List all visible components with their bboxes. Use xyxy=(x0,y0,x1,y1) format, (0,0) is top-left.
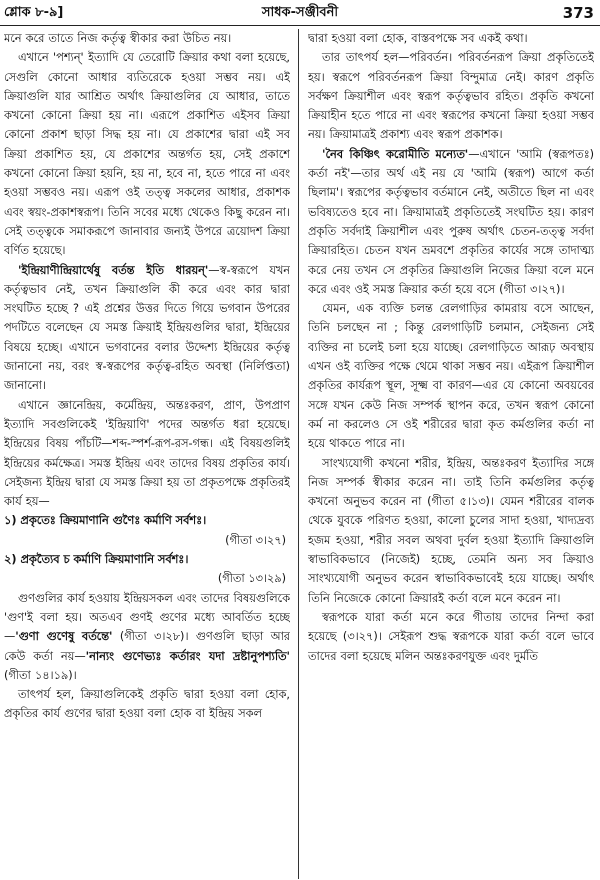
verse-reference xyxy=(4,550,290,589)
verse-reference xyxy=(4,511,290,550)
paragraph: স্বরূপকে যারা কর্তা মনে করে গীতায় তাদের নিন্দা করা হয়েছে (৩।২৭)। সেইরূপ শুদ্ধ স্বরূপকে যারা কর্তা বলে ভাবে তাদের বলা হয়েছে মলিন অন্তঃকরণযুক্ত এবং দুর্মতি xyxy=(308,610,594,663)
paragraph: এখানে 'পশ্যন্' ইত্যাদি যে তেরোটি ক্রিয়ার কথা বলা হয়েছে, সেগুলি কোনো আধার ব্যতিরেকে হওয়া সম্ভব নয়। এই ক্রিয়াগুলি যার আশ্রিত অর্থাৎ ক্রিয়াগুলির যে আধার, তাতে কখনো কোনো ক্রিয়া হয় না। এরূপে প্রকাশিত এইসব ক্রিয়া কোনো প্রকাশ ছাড়া সিদ্ধ হয় না। যে প্রকাশের দ্বারা এই সব ক্রিয়া প্রকাশিত হয়, যে প্রকাশের অন্তর্গত হয়, সেই প্রকাশে কখনো কোনো ক্রিয়া হয়নি, হয় না, হবে না, হতে পারে না এবং হওয়া সম্ভবও নয়। এরূপ ওই তত্ত্ব সকলের আধার, প্রকাশক এবং স্বয়ং-প্রকাশস্বরূপ। তিনি সবের মধ্যে থেকেও কিছু করেন না। সেই তত্ত্বকে সমাকরূপে জানাবার জন্যই উপরে ত্রয়োদশ ক্রিয়া বর্ণিত হয়েছে। xyxy=(4,51,290,258)
paragraph: মনে করে তাতে নিজ কর্তৃত্ব স্বীকার করা উচিত নয়। xyxy=(4,32,232,45)
text-columns xyxy=(4,29,596,879)
paragraph xyxy=(308,145,594,299)
paragraph xyxy=(4,589,290,685)
right-column xyxy=(308,29,594,879)
paragraph-text: —এখানে 'আমি (স্বরূপতঃ) কর্তা নই'—তার অর্থ এই নয় যে 'আমি (স্বরূপ) আগে কর্তা ছিলাম'। স্বরূপের কর্তৃত্বভাব বর্তমানে নেই, অতীতে ছিল না এবং ভবিষ্যতেও হবে না। ক্রিয়ামাত্রই প্রকৃতিতেই সংঘটিত হয়। কারণ প্রকৃতি সর্বদাই ক্রিয়াশীল এবং পুরুষ অর্থাৎ চেতন-তত্ত্ব সর্বদা ক্রিয়ারহিত। চেতন যখন ভ্রমবশে প্রকৃতির কার্যের সঙ্গে তাদাত্ম্য করে নেয় তখন সে প্রকৃতির ক্রিয়াগুলি নিজের ক্রিয়া বলে মনে করে এবং ওই সমস্ত ক্রিয়ার কর্তা হয়ে বসে (গীতা ৩।২৭)। xyxy=(308,147,594,296)
paragraph: এখানে জ্ঞানেন্দ্রিয়, কর্মেন্দ্রিয়, অন্তঃকরণ, প্রাণ, উপপ্রাণ ইত্যাদি সবগুলিকেই 'ইন্দ্রিয়াণি' পদের অন্তর্গত ধরা হয়েছে। ইন্দ্রিয়ের বিষয় পাঁচটি—শব্দ-স্পর্শ-রূপ-রস-গন্ধ। এই বিষয়গুলিই ইন্দ্রিয়ের কর্মক্ষেত্র। সমস্ত ইন্দ্রিয় এবং তাদের বিষয় প্রকৃতির কার্য। সেইজন্য ইন্দ্রিয় দ্বারা যে সমস্ত ক্রিয়া হয় তা প্রকৃতপক্ষে প্রকৃতিরই কার্য হয়— xyxy=(4,398,290,509)
column-divider xyxy=(298,29,299,879)
page-number: 373 xyxy=(562,4,594,22)
paragraph: যেমন, এক ব্যক্তি চলন্ত রেলগাড়ির কামরায় বসে আছেন, তিনি চলছেন না ; কিন্তু রেলগাড়িটি চলমান, সেইজন্য সেই ব্যক্তির না চলেই চলা হয়ে যাচ্ছে। রেলগাড়িতে আরূঢ় অবস্থায় এখন ওই ব্যক্তির পক্ষে থেমে থাকা সম্ভব নয়। এইরূপ ক্রিয়াশীল প্রকৃতির কার্যরূপ স্থূল, সূক্ষ্ম বা কারণ—এর যে কোনো অবয়বের সঙ্গে যখন কেউ নিজ সম্পর্ক স্থাপন করে, তখন স্বরূপ কোনো কর্ম না করলেও সে ওই শরীরের দ্বারা কৃত কর্মগুলির কর্তা না হয়ে থাকতে পারে না। xyxy=(308,302,594,451)
paragraph-text: —স্ব-স্বরূপে যখন কর্তৃত্বভাব নেই, তখন ক্রিয়াগুলি কী করে এবং কার দ্বারা সংঘটিত হচ্ছে ? এই প্রশ্নের উত্তর দিতে গিয়ে ভগবান উপরের পদটিতে বলেছেন যে সমস্ত ক্রিয়াই ইন্দ্রিয়গুলির দ্বারা, ইন্দ্রিয়ের বিষয়ে হচ্ছে। এখানে ভগবানের বলার উদ্দেশ্য ইন্দ্রিয়ের কর্তৃত্ব জানানো নয়, বরং স্ব-স্বরূপের কর্তৃত্ব-রহিত অবস্থা (নির্লিপ্ততা) জানানো। xyxy=(4,263,290,393)
quoted-verse: 'নান্যং গুণেভ্যঃ কর্তারং যদা দ্রষ্টানুপশ্যতি' xyxy=(85,649,290,663)
verse-citation: (গীতা ৩।২৭) xyxy=(225,533,286,547)
running-title: সাধক-সঞ্জীবনী xyxy=(261,5,339,20)
verse-line: ১) প্রকৃতেঃ ক্রিয়মাণানি গুণৈঃ কর্মাণি সর্বশঃ। xyxy=(4,514,207,528)
quoted-verse: 'গুণা গুণেষু বর্তন্তে' xyxy=(15,630,113,644)
paragraph: তার তাৎপর্য হল—পরিবর্তন। পরিবর্তনরূপ ক্রিয়া প্রকৃতিতেই হয়। স্বরূপে পরিবর্তনরূপ ক্রিয়া বিন্দুমাত্র নেই। কারণ প্রকৃতি সর্বক্ষণ ক্রিয়াশীল এবং স্বরূপ কর্তৃত্বভাব রহিত। প্রকৃতি কখনো ক্রিয়াহীন হতে পারে না এবং স্বরূপের কখনো ক্রিয়া হওয়া সম্ভব নয়। ক্রিয়ামাত্রই প্রকাশ্য এবং স্বরূপ প্রকাশক। xyxy=(308,51,594,142)
paragraph xyxy=(4,261,290,396)
paragraph-text: গুণগুলির কার্য হওয়ায় ইন্দ্রিয়সকল এবং তাদের বিষয়গুলিকে 'গুণ'ই বলা হয়। অতএব গুণই গুণের মধ্যে আবর্তিত হচ্ছে— xyxy=(4,591,290,644)
page-header xyxy=(0,0,600,26)
verse-citation: (গীতা ১৩।২৯) xyxy=(217,572,286,586)
paragraph: তাৎপর্য হল, ক্রিয়াগুলিকেই প্রকৃতি দ্বারা হওয়া বলা হোক, প্রকৃতির কার্য গুণের দ্বারা হওয়া বলা হোক বা ইন্দ্রিয় সকল xyxy=(4,688,290,721)
paragraph-text: (গীতা ১৪।১৯)। xyxy=(4,668,77,682)
paragraph-text: (গীতা ৩।২৮)। গুণগুলি ছাড়া আর কেউ কর্তা নয়— xyxy=(4,630,290,663)
paragraph: সাংখ্যযোগী কখনো শরীর, ইন্দ্রিয়, অন্তঃকরণ ইত্যাদির সঙ্গে নিজ সম্পর্ক স্বীকার করেন না। তাই তিনি কর্মগুলির কর্তৃত্ব কখনো অনুভব করেন না (গীতা ৫।১৩)। যেমন শরীরের বালক থেকে যুবকে পরিণত হওয়া, কালো চুলের সাদা হওয়া, খাদ্যদ্রব্য হজম হওয়া, শরীর সবল অথবা দুর্বল হওয়া ইত্যাদি ক্রিয়াগুলি স্বাভাবিকভাবে (নিজেই) হচ্ছে, তেমনি অন্য সব ক্রিয়াও সাংখ্যযোগী অনুভব করেন স্বাভাবিকভাবেই হয়ে যাচ্ছে। অর্থাৎ তিনি নিজেকে কোনো ক্রিয়ারই কর্তা বলে মনে করেন না। xyxy=(308,456,594,605)
paragraph: দ্বারা হওয়া বলা হোক, বাস্তবপক্ষে সব একই কথা। xyxy=(308,32,528,45)
left-column xyxy=(4,29,290,879)
quoted-verse: 'নৈব কিঞ্চিৎ করোমীতি মন্যেত' xyxy=(322,147,469,161)
chapter-reference: শ্লোক ৮-৯] xyxy=(4,5,64,20)
verse-line: ২) প্রকৃত্যৈব চ কর্মাণি ক্রিয়মাণানি সর্বশঃ। xyxy=(4,553,189,567)
quoted-verse: 'ইন্দ্রিয়াণীন্দ্রিয়ার্থেষু বর্তন্ত ইতি ধারয়ন্' xyxy=(18,263,209,277)
